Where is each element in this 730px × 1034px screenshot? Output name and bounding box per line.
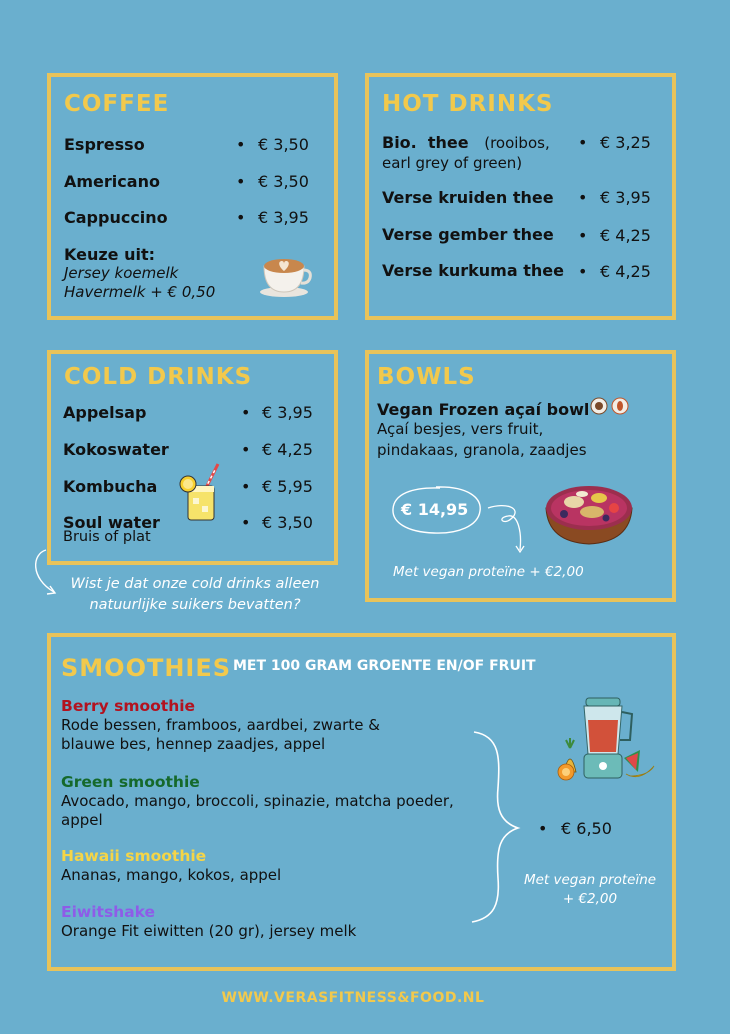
- menu-item-kurkuma-thee: Verse kurkuma thee: [382, 261, 564, 280]
- bullet: •: [236, 135, 246, 154]
- menu-item-kombucha: Kombucha: [63, 477, 158, 496]
- soul-water-sub: Bruis of plat: [63, 529, 151, 545]
- bio-thee-extra: (rooibos,: [484, 134, 550, 152]
- coffee-heading: COFFEE: [64, 91, 170, 117]
- price-appelsap: € 3,95: [262, 403, 313, 422]
- milk-choice-label: Keuze uit:: [64, 245, 156, 264]
- smoothie-price: € 6,50: [561, 819, 612, 838]
- bullet: •: [241, 440, 251, 459]
- acai-bowl-desc2: pindakaas, granola, zaadjes: [377, 441, 587, 459]
- menu-item-appelsap: Appelsap: [63, 403, 147, 422]
- smoothies-note-line2: + €2,00: [562, 891, 618, 907]
- menu-item-americano: Americano: [64, 172, 160, 191]
- smoothie-title-green: Green smoothie: [61, 773, 200, 791]
- smoothie-desc-hawaii: Ananas, mango, kokos, appel: [61, 866, 282, 884]
- smoothies-note-line1: Met vegan proteïne: [523, 872, 657, 888]
- hot-drinks-heading: HOT DRINKS: [382, 91, 554, 117]
- acai-bowl-desc1: Açaí besjes, vers fruit,: [377, 420, 544, 438]
- milk-choice-2: Havermelk + € 0,50: [64, 283, 216, 301]
- vegan-badge-icon: [590, 397, 608, 415]
- bowls-note: Met vegan proteïne + €2,00: [393, 564, 584, 580]
- smoothies-note: [515, 871, 665, 909]
- bullet: •: [236, 208, 246, 227]
- blender-icon: [556, 696, 656, 784]
- curly-arrow-icon: [486, 502, 528, 554]
- menu-item-soul-water: Soul water: [63, 513, 160, 532]
- smoothie-desc-green-1: Avocado, mango, broccoli, spinazie, matcha poeder,: [61, 792, 454, 810]
- menu-item-gember-thee: Verse gember thee: [382, 225, 554, 244]
- bullet: •: [241, 403, 251, 422]
- price-soul-water: € 3,50: [262, 513, 313, 532]
- smoothie-desc-berry-1: Rode bessen, framboos, aardbei, zwarte &: [61, 716, 380, 734]
- bullet: •: [538, 819, 548, 838]
- bullet: •: [578, 188, 588, 207]
- bullet: •: [578, 226, 588, 245]
- smoothies-subheading: MET 100 GRAM GROENTE EN/OF FRUIT: [233, 658, 536, 674]
- price-kombucha: € 5,95: [262, 477, 313, 496]
- price-bio-thee: € 3,25: [600, 133, 651, 152]
- price-gember-thee: € 4,25: [600, 226, 651, 245]
- bullet: •: [241, 513, 251, 532]
- cold-drinks-note-line1: Wist je dat onze cold drinks alleen: [70, 576, 320, 592]
- bullet: •: [241, 477, 251, 496]
- acai-bowl-icon: [544, 480, 634, 546]
- milk-choice-1: Jersey koemelk: [64, 264, 179, 282]
- smoothie-desc-green-2: appel: [61, 811, 103, 829]
- curly-arrow-icon: [30, 548, 64, 598]
- footer-website[interactable]: WWW.VERASFITNESS&FOOD.NL: [221, 990, 485, 1006]
- smoothie-title-eiwitshake: Eiwitshake: [61, 903, 156, 921]
- cold-drinks-heading: COLD DRINKS: [64, 364, 253, 390]
- bio-thee-name: Bio. thee: [382, 133, 469, 152]
- coffee-cup-icon: [258, 250, 314, 298]
- smoothie-desc-berry-2: blauwe bes, hennep zaadjes, appel: [61, 735, 326, 753]
- peanut-badge-icon: [611, 397, 629, 415]
- menu-item-espresso: Espresso: [64, 135, 145, 154]
- smoothie-title-berry: Berry smoothie: [61, 697, 196, 715]
- cold-drinks-note: [60, 574, 330, 616]
- bullet: •: [578, 133, 588, 152]
- price-kurkuma-thee: € 4,25: [600, 262, 651, 281]
- price-kokoswater: € 4,25: [262, 440, 313, 459]
- bullet: •: [236, 172, 246, 191]
- smoothie-title-hawaii: Hawaii smoothie: [61, 847, 207, 865]
- smoothies-heading: SMOOTHIES: [61, 654, 232, 682]
- acai-bowl-price: € 14,95: [401, 500, 469, 519]
- price-kruiden-thee: € 3,95: [600, 188, 651, 207]
- menu-item-kokoswater: Kokoswater: [63, 440, 169, 459]
- price-cappuccino: € 3,95: [258, 208, 309, 227]
- menu-item-acai-bowl: Vegan Frozen açaí bowl: [377, 400, 590, 419]
- price-espresso: € 3,50: [258, 135, 309, 154]
- menu-item-cappuccino: Cappuccino: [64, 208, 168, 227]
- bio-thee-extra2: earl grey of green): [382, 154, 523, 172]
- price-americano: € 3,50: [258, 172, 309, 191]
- lemonade-icon: [178, 462, 226, 524]
- cold-drinks-note-line2: natuurlijke suikers bevatten?: [89, 597, 301, 613]
- menu-item-bio-thee: [382, 133, 562, 173]
- bowls-heading: BOWLS: [377, 364, 476, 390]
- menu-item-kruiden-thee: Verse kruiden thee: [382, 188, 554, 207]
- bullet: •: [578, 262, 588, 281]
- smoothie-desc-eiwitshake: Orange Fit eiwitten (20 gr), jersey melk: [61, 922, 357, 940]
